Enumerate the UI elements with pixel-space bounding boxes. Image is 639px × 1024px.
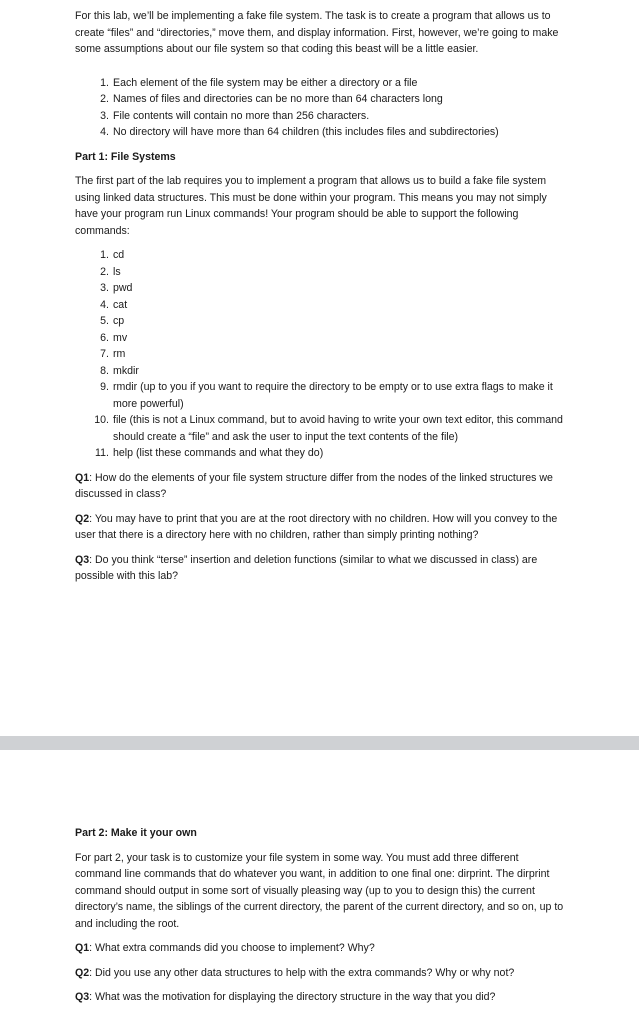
list-item: 1. cd xyxy=(100,249,125,261)
part2-question-1: Q1: What extra commands did you choose to implement? Why? xyxy=(75,942,375,954)
part2-question-3: Q3: What was the motivation for displaying the directory structure in the way that you did? xyxy=(75,991,496,1003)
list-item: 11. help (list these commands and what they do) xyxy=(95,447,324,459)
list-item: 3. File contents will contain no more than 256 characters. xyxy=(100,109,370,122)
part1-question-3: Q3: Do you think “terse” insertion and deletion functions (similar to what we discussed in class) are possible with this lab? xyxy=(75,553,538,582)
list-item: 2. Names of files and directories can be no more than 64 characters long xyxy=(100,93,443,105)
commands-list xyxy=(75,247,565,462)
list-item: 8. mkdir xyxy=(100,364,139,377)
list-item: 4. cat xyxy=(100,298,128,311)
assumptions-list xyxy=(75,75,565,141)
page-2-content xyxy=(75,825,565,1006)
list-item: 9. rmdir (up to you if you want to require the directory to be empty or to use extra flags to make it more powerful) xyxy=(100,381,553,410)
part1-question-1: Q1: How do the elements of your file system structure differ from the nodes of the linked structures we discussed in class? xyxy=(75,471,553,500)
list-item: 10. file (this is not a Linux command, but to avoid having to write your own text editor, this command should create a “file” and ask the user to input the text contents of the file) xyxy=(94,414,563,443)
page-separator xyxy=(0,736,639,750)
list-item: 2. ls xyxy=(100,265,121,278)
list-item: 4. No directory will have more than 64 children (this includes files and subdirectories) xyxy=(100,126,499,138)
document-page-2 xyxy=(0,750,639,1024)
part1-heading: Part 1: File Systems xyxy=(75,150,176,163)
list-item: 3. pwd xyxy=(100,282,133,294)
page-1-content xyxy=(75,8,565,585)
part1-question-2: Q2: You may have to print that you are at the root directory with no children. How will you convey to the user that there is a directory here with no children, rather than simply printing nothing? xyxy=(75,512,558,541)
part2-body: For part 2, your task is to customize your file system in some way. You must add three different command line commands that do whatever you want, in addition to one final one: dirprint. The dirprint command should output in some sort of visually pleasing way (up to you to design this) the current directory’s name, the siblings of the current directory, the parent of the current directory, and so on, up to and including the root. xyxy=(75,851,564,930)
part1-body: The first part of the lab requires you to implement a program that allows us to build a fake file system using linked data structures. This must be done within your program. This means you may not simply have your program run Linux commands! Your program should be able to support the following commands: xyxy=(75,175,547,237)
part2-heading: Part 2: Make it your own xyxy=(75,827,197,839)
list-item: 7. rm xyxy=(100,348,126,360)
list-item: 6. mv xyxy=(100,331,128,344)
list-item: 1. Each element of the file system may be either a directory or a file xyxy=(100,76,418,89)
list-item: 5. cp xyxy=(100,315,125,327)
intro-paragraph: For this lab, we’ll be implementing a fake file system. The task is to create a program that allows us to create “files” and “directories,” move them, and display information. First, however, we’re going to make some assumptions about our file system so that coding this beast will be a little easier. xyxy=(75,10,559,55)
part2-question-2: Q2: Did you use any other data structures to help with the extra commands? Why or why not? xyxy=(75,966,515,979)
